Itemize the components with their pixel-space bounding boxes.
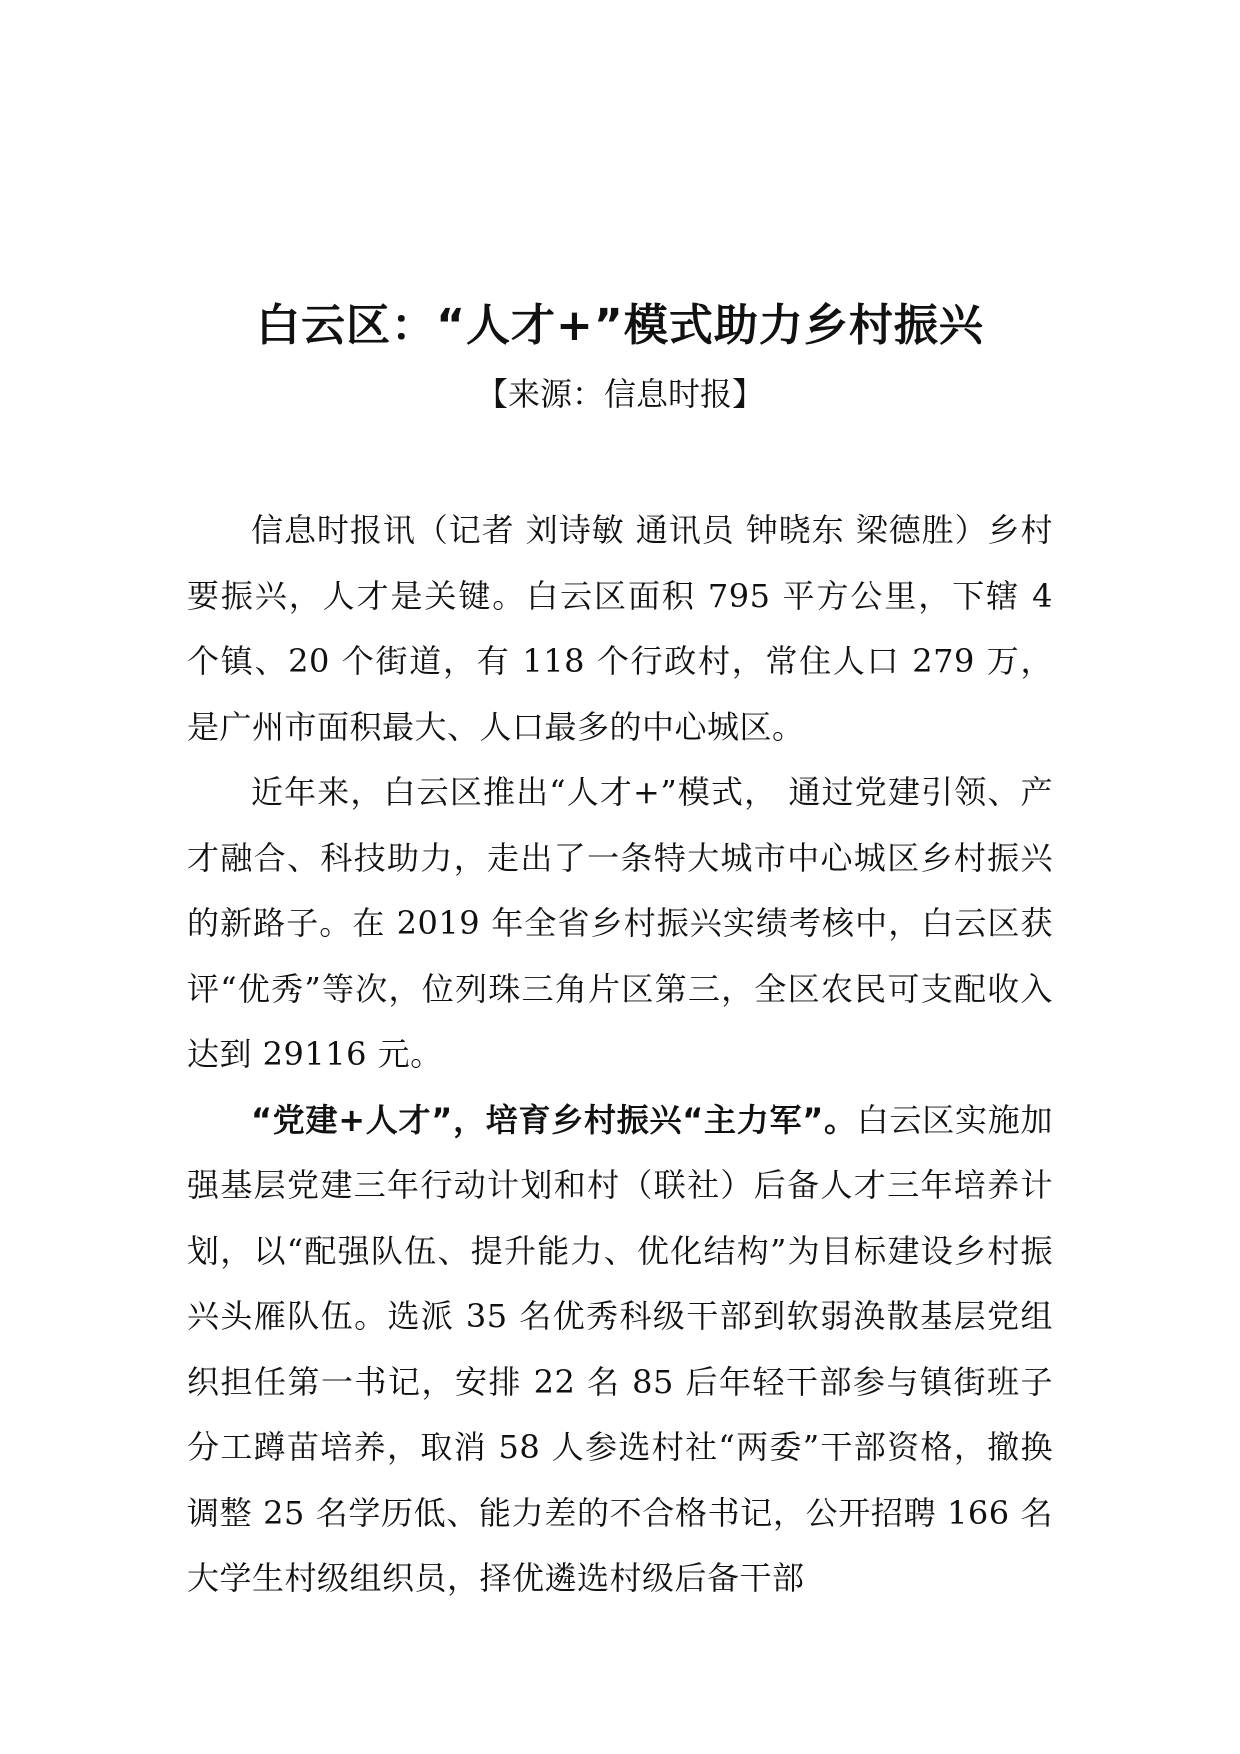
- article-title: 白云区：“人才+”模式助力乡村振兴: [256, 300, 984, 351]
- paragraph-text: 信息时报讯（记者 刘诗敏 通讯员 钟晓东 梁德胜）乡村要振兴，人才是关键。白云区面积 795 平方公里，下辖 4 个镇、20 个街道，有 118 个行政村，常住人口 279 万，是广州市面积最大、人口最多的中心城区。: [187, 511, 1053, 746]
- paragraph-text: 白云区实施加强基层党建三年行动计划和村（联社）后备人才三年培养计划，以“配强队伍、提升能力、优化结构”为目标建设乡村振兴头雁队伍。选派 35 名优秀科级干部到软弱涣散基层党组织担任第一书记，安排 22 名 85 后年轻干部参与镇街班子分工蹲苗培养，取消 58 人参选村社“两委”干部资格，撤换调整 25 名学历低、能力差的不合格书记，公开招聘 166 名大学生村级组织员，择优遴选村级后备干部: [187, 1100, 1053, 1597]
- article-source: 【来源：信息时报】: [475, 375, 764, 413]
- paragraph-party-talent: [187, 1088, 1053, 1612]
- paragraph-model: [187, 760, 1053, 1088]
- paragraph-lead-heading: “党建+人才”，培育乡村振兴“主力军”。: [251, 1100, 857, 1139]
- paragraph-intro: [187, 498, 1053, 760]
- paragraph-text: 近年来，白云区推出“人才+”模式， 通过党建引领、产才融合、科技助力，走出了一条特大城市中心城区乡村振兴的新路子。在 2019 年全省乡村振兴实绩考核中，白云区获评“优秀”等次，位列珠三角片区第三，全区农民可支配收入达到 29116 元。: [187, 773, 1053, 1073]
- article-body: [187, 498, 1053, 1612]
